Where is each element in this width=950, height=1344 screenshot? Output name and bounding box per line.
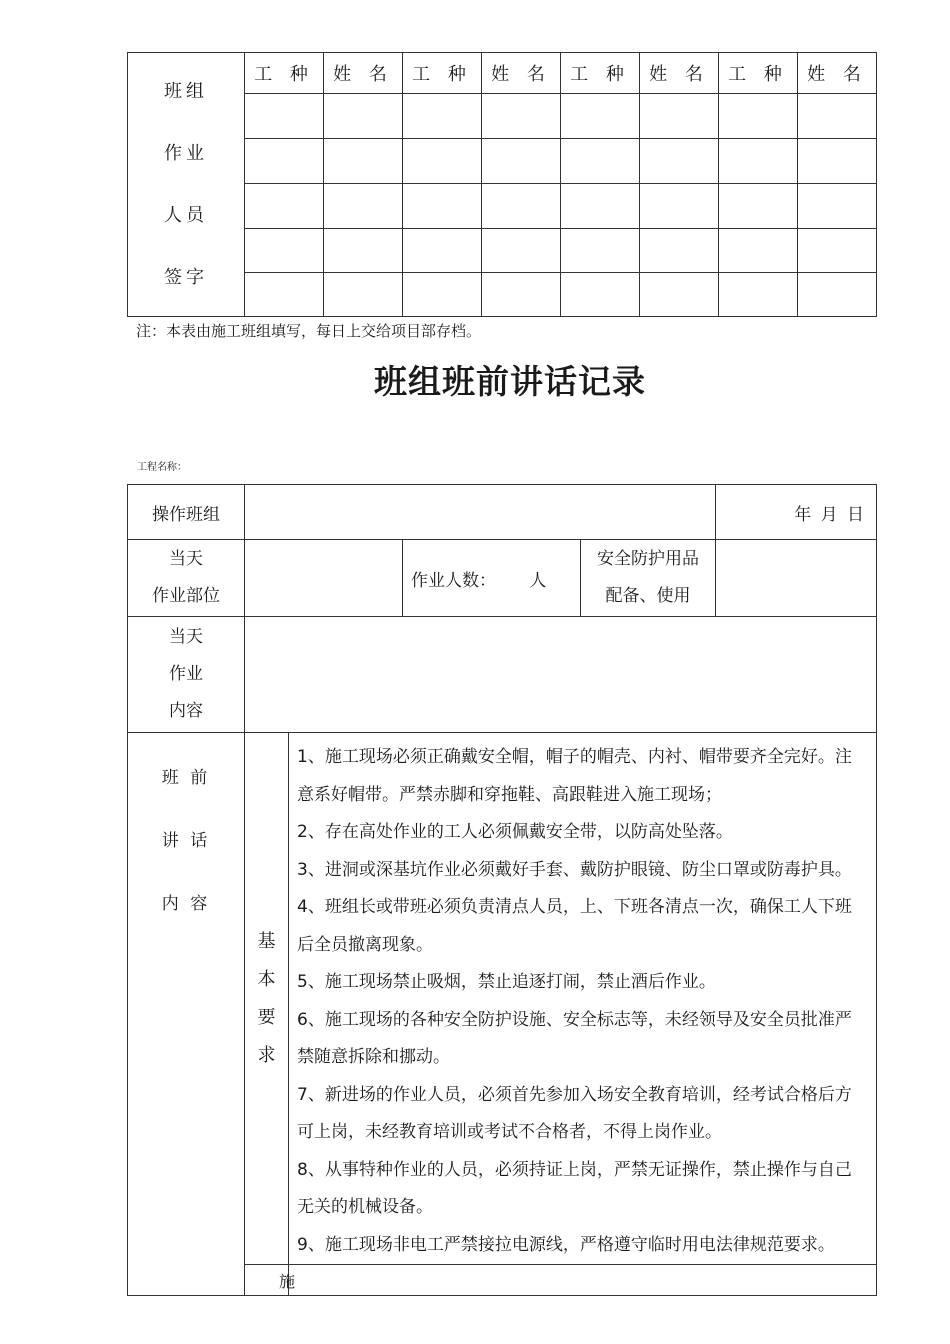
work-location-label-1: 当天 <box>169 549 203 569</box>
side-label-4: 签字 <box>164 266 208 288</box>
sign-cell[interactable] <box>798 184 877 229</box>
sign-cell[interactable] <box>640 139 719 184</box>
side-label-3: 人员 <box>164 204 208 226</box>
sign-cell[interactable] <box>482 273 561 317</box>
basic-req-char-2: 本 <box>257 968 276 990</box>
talk-content-label <box>128 733 245 1296</box>
sign-cell[interactable] <box>561 273 640 317</box>
side-label-2: 作业 <box>164 142 208 164</box>
worker-count-label: 作业人数： <box>411 570 496 591</box>
sign-cell[interactable] <box>719 229 798 273</box>
header-name: 姓 名 <box>640 53 719 94</box>
page-title: 班组班前讲话记录 <box>374 362 646 401</box>
sign-cell[interactable] <box>245 229 324 273</box>
sign-cell[interactable] <box>245 139 324 184</box>
list-item: 7、新进场的作业人员，必须首先参加入场安全教育培训，经考试合格后方可上岗，未经教育培训或考试不合格者，不得上岗作业。 <box>297 1084 852 1142</box>
sign-cell[interactable] <box>719 94 798 139</box>
rules-list <box>289 733 877 1265</box>
sign-cell[interactable] <box>561 94 640 139</box>
worker-count-field[interactable] <box>403 540 581 617</box>
list-item: 6、施工现场的各种安全防护设施、安全标志等，未经领导及安全员批准严禁随意拆除和挪动。 <box>297 1009 852 1067</box>
header-name: 姓 名 <box>798 53 877 94</box>
basic-req-char-1: 基 <box>257 930 276 952</box>
ppe-value[interactable] <box>716 540 877 617</box>
list-item: 5、施工现场禁止吸烟，禁止追逐打闹，禁止酒后作业。 <box>297 972 716 992</box>
project-name-label: 工程名称： <box>137 462 187 473</box>
work-content-label-2: 作业 <box>169 664 203 684</box>
table-note: 注：本表由施工班组填写，每日上交给项目部存档。 <box>136 322 482 340</box>
talk-record-table <box>127 484 877 1296</box>
list-item: 3、进洞或深基坑作业必须戴好手套、戴防护眼镜、防尘口罩或防毒护具。 <box>297 859 852 880</box>
work-location-value[interactable] <box>245 540 403 617</box>
side-label-1: 班组 <box>164 80 208 102</box>
header-trade: 工 种 <box>245 53 324 94</box>
sign-cell[interactable] <box>403 184 482 229</box>
header-trade: 工 种 <box>403 53 482 94</box>
talk-label-2: 讲 话 <box>161 831 211 851</box>
ppe-label-1: 安全防护用品 <box>597 549 699 569</box>
sign-cell[interactable] <box>640 229 719 273</box>
list-item: 9、施工现场非电工严禁接拉电源线，严格遵守临时用电法律规范要求。 <box>297 1234 835 1255</box>
talk-label-1: 班 前 <box>161 768 211 788</box>
work-location-label-2: 作业部位 <box>152 586 220 606</box>
sign-cell[interactable] <box>482 229 561 273</box>
ppe-label <box>581 540 716 617</box>
sign-cell[interactable] <box>324 273 403 317</box>
header-trade: 工 种 <box>561 53 640 94</box>
sign-cell[interactable] <box>561 184 640 229</box>
sign-cell[interactable] <box>798 139 877 184</box>
signature-side-label <box>128 53 245 317</box>
sign-cell[interactable] <box>245 273 324 317</box>
sign-cell[interactable] <box>482 184 561 229</box>
work-content-label-1: 当天 <box>169 627 203 647</box>
list-item: 1、施工现场必须正确戴安全帽，帽子的帽壳、内衬、帽带要齐全完好。注意系好帽带。严禁赤脚和穿拖鞋、高跟鞋进入施工现场； <box>297 747 852 805</box>
date-field[interactable]: 年 月 日 <box>716 485 877 540</box>
list-item: 2、存在高处作业的工人必须佩戴安全带，以防高处坠落。 <box>297 822 733 842</box>
ppe-label-2: 配备、使用 <box>605 586 691 606</box>
work-location-label <box>128 540 245 617</box>
header-name: 姓 名 <box>482 53 561 94</box>
sign-cell[interactable] <box>245 94 324 139</box>
list-item: 8、从事特种作业的人员，必须持证上岗，严禁无证操作，禁止操作与自己无关的机械设备。 <box>297 1159 852 1217</box>
sign-cell[interactable] <box>719 139 798 184</box>
sign-cell[interactable] <box>798 229 877 273</box>
sign-cell[interactable] <box>403 139 482 184</box>
sign-cell[interactable] <box>324 139 403 184</box>
sign-cell[interactable] <box>482 94 561 139</box>
sign-cell[interactable] <box>324 94 403 139</box>
sign-cell[interactable] <box>482 139 561 184</box>
basic-requirements-label <box>245 733 289 1265</box>
sign-cell[interactable] <box>640 184 719 229</box>
sign-cell[interactable] <box>719 273 798 317</box>
construction-label: 施 <box>245 1265 289 1296</box>
sign-cell[interactable] <box>324 184 403 229</box>
work-content-label <box>128 617 245 733</box>
team-label: 操作班组 <box>128 485 245 540</box>
basic-req-char-4: 求 <box>257 1044 276 1066</box>
signature-table <box>127 52 877 317</box>
talk-label-3: 内 容 <box>161 894 211 914</box>
sign-cell[interactable] <box>403 273 482 317</box>
sign-cell[interactable] <box>245 184 324 229</box>
sign-cell[interactable] <box>403 229 482 273</box>
team-value[interactable] <box>245 485 716 540</box>
construction-value[interactable] <box>289 1265 877 1296</box>
work-content-label-3: 内容 <box>169 701 203 721</box>
sign-cell[interactable] <box>403 94 482 139</box>
sign-cell[interactable] <box>719 184 798 229</box>
sign-cell[interactable] <box>640 94 719 139</box>
basic-req-char-3: 要 <box>257 1006 276 1028</box>
header-trade: 工 种 <box>719 53 798 94</box>
list-item: 4、班组长或带班必须负责清点人员，上、下班各清点一次，确保工人下班后全员撤离现象。 <box>297 897 852 955</box>
sign-cell[interactable] <box>561 139 640 184</box>
header-name: 姓 名 <box>324 53 403 94</box>
sign-cell[interactable] <box>561 229 640 273</box>
sign-cell[interactable] <box>324 229 403 273</box>
sign-cell[interactable] <box>640 273 719 317</box>
sign-cell[interactable] <box>798 94 877 139</box>
worker-count-unit: 人 <box>529 570 547 591</box>
sign-cell[interactable] <box>798 273 877 317</box>
work-content-value[interactable] <box>245 617 877 733</box>
